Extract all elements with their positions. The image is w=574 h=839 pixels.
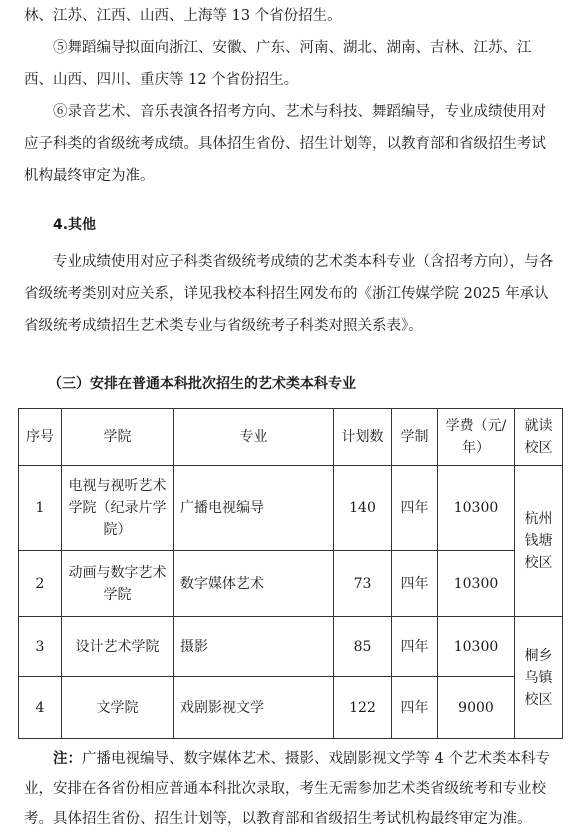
cell-college: 文学院 xyxy=(62,677,174,739)
art-majors-table xyxy=(18,408,563,739)
header-plan: 计划数 xyxy=(334,409,392,466)
cell-seq: 1 xyxy=(19,466,62,551)
cell-duration: 四年 xyxy=(392,466,438,551)
cell-major: 摄影 xyxy=(174,617,334,677)
table-row xyxy=(19,551,563,617)
table-row xyxy=(19,466,563,551)
header-seq: 序号 xyxy=(19,409,62,466)
cell-major: 数字媒体艺术 xyxy=(174,551,334,617)
note-label: 注： xyxy=(53,751,82,767)
paragraph-province-list-tail: 林、江苏、江西、山西、上海等 13 个省份招生。 xyxy=(24,8,342,24)
cell-fee: 10300 xyxy=(438,617,515,677)
header-duration: 学制 xyxy=(392,409,438,466)
cell-fee: 10300 xyxy=(438,466,515,551)
cell-campus-hangzhou: 杭州钱塘校区 xyxy=(515,466,563,617)
table-row xyxy=(19,677,563,739)
cell-seq: 4 xyxy=(19,677,62,739)
cell-campus-wuzhen: 桐乡乌镇校区 xyxy=(515,617,563,739)
cell-plan: 85 xyxy=(334,617,392,677)
cell-seq: 2 xyxy=(19,551,62,617)
cell-duration: 四年 xyxy=(392,617,438,677)
paragraph-other-body: 专业成绩使用对应子科类省级统考成绩的艺术类本科专业（含招考方向），与各省级统考类别对应关系，详见我校本科招生网发布的《浙江传媒学院 2025 年承认省级统考成绩招生艺术类专业与省级统考子科类对照关系表》。 xyxy=(24,254,554,334)
cell-college: 设计艺术学院 xyxy=(62,617,174,677)
cell-college: 动画与数字艺术学院 xyxy=(62,551,174,617)
table-row xyxy=(19,617,563,677)
paragraph-dance-choreography: ⑤舞蹈编导拟面向浙江、安徽、广东、河南、湖北、湖南、吉林、江苏、江西、山西、四川、重庆等 12 个省份招生。 xyxy=(24,40,532,88)
table-header-row xyxy=(19,409,563,466)
cell-major: 广播电视编导 xyxy=(174,466,334,551)
cell-college: 电视与视听艺术学院（纪录片学院） xyxy=(62,466,174,551)
header-fee: 学费（元/年） xyxy=(438,409,515,466)
cell-fee: 10300 xyxy=(438,551,515,617)
note-text: 广播电视编导、数字媒体艺术、摄影、戏剧影视文学等 4 个艺术类本科专业，安排在各省份相应普通本科批次录取，考生无需参加艺术类省级统考和专业校考。具体招生省份、招生计划等，以教育部和省级招生考试机构最终审定为准。 xyxy=(24,751,550,827)
cell-plan: 122 xyxy=(334,677,392,739)
cell-plan: 73 xyxy=(334,551,392,617)
section-heading-ordinary-batch: （三）安排在普通本科批次招生的艺术类本科专业 xyxy=(48,376,356,392)
header-campus: 就读校区 xyxy=(515,409,563,466)
header-major: 专业 xyxy=(174,409,334,466)
cell-duration: 四年 xyxy=(392,677,438,739)
cell-duration: 四年 xyxy=(392,551,438,617)
cell-fee: 9000 xyxy=(438,677,515,739)
table-note xyxy=(24,744,558,834)
section-heading-other: 4.其他 xyxy=(53,217,97,233)
cell-major: 戏剧影视文学 xyxy=(174,677,334,739)
cell-plan: 140 xyxy=(334,466,392,551)
paragraph-score-usage: ⑥录音艺术、音乐表演各招考方向、艺术与科技、舞蹈编导，专业成绩使用对应子科类的省级统考成绩。具体招生省份、招生计划等，以教育部和省级招生考试机构最终审定为准。 xyxy=(24,104,546,184)
cell-seq: 3 xyxy=(19,617,62,677)
header-college: 学院 xyxy=(62,409,174,466)
